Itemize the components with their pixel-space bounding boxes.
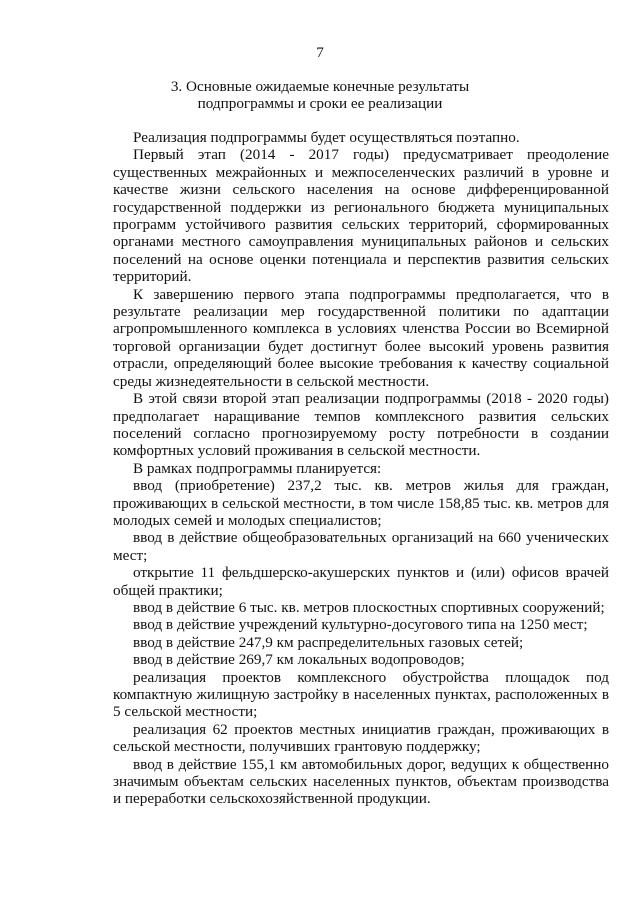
- list-item-water-supply: ввод в действие 269,7 км локальных водопроводов;: [133, 651, 465, 669]
- body-text: [113, 129, 609, 808]
- paragraph-planned-intro: В рамках подпрограммы планируется:: [133, 459, 382, 477]
- list-item-schools: ввод в действие общеобразовательных организаций на 660 ученических мест;: [113, 529, 609, 564]
- section-heading-line-2: подпрограммы и сроки ее реализации: [197, 95, 443, 113]
- list-item-roads: ввод в действие 155,1 км автомобильных дорог, ведущих к общественно значимым объектам сельских населенных пунктов, объектам производства и переработки сельскохозяйственной продукции.: [113, 755, 609, 808]
- section-heading: [0, 78, 640, 113]
- list-item-housing-sites: реализация проектов комплексного обустройства площадок под компактную жилищную застройку в населенных пунктах, расположенных в 5 сельской местности;: [113, 668, 609, 721]
- list-item-local-initiatives: реализация 62 проектов местных инициатив граждан, проживающих в сельской местности, получивших грантовую поддержку;: [113, 720, 609, 756]
- list-item-sports-facilities: ввод в действие 6 тыс. кв. метров плоскостных спортивных сооружений;: [133, 598, 605, 616]
- paragraph-first-stage-completion: К завершению первого этапа подпрограммы предполагается, что в результате реализации мер государственной политики по адаптации агропромышленного комплекса в условиях членства России во Всемирной торговой организации будет достигнут более высокий уровень развития отрасли, определяющий более высокие требования к качеству социальной среды жизнедеятельности в сельской местности.: [113, 285, 609, 390]
- paragraph-first-stage: Первый этап (2014 - 2017 годы) предусматривает преодоление существенных межрайонных и межпоселенческих различий в уровне и качестве жизни сельского населения на основе дифференцированной государственной поддержки из регионального бюджета муниципальных программ устойчивого развития сельских территорий, сформированных органами местного самоуправления муниципальных районов и сельских поселений на основе оценки потенциала и перспектив развития сельских территорий.: [113, 146, 609, 286]
- list-item-housing: ввод (приобретение) 237,2 тыс. кв. метров жилья для граждан, проживающих в сельской местности, в том числе 158,85 тыс. кв. метров для молодых семей и молодых специалистов;: [113, 477, 609, 529]
- page-number: 7: [316, 44, 324, 61]
- section-heading-line-1: 3. Основные ожидаемые конечные результаты: [170, 78, 470, 95]
- list-item-culture-centers: ввод в действие учреждений культурно-досугового типа на 1250 мест;: [133, 616, 588, 634]
- list-item-gas-networks: ввод в действие 247,9 км распределительных газовых сетей;: [133, 633, 524, 651]
- list-item-medical-points: открытие 11 фельдшерско-акушерских пунктов и (или) офисов врачей общей практики;: [113, 564, 609, 599]
- paragraph-second-stage: В этой связи второй этап реализации подпрограммы (2018 - 2020 годы) предполагает наращивание темпов комплексного развития сельских поселений согласно прогнозируемому росту потребности в создании комфортных условий проживания в сельской местности.: [113, 390, 609, 460]
- paragraph-intro: Реализация подпрограммы будет осуществляться поэтапно.: [133, 129, 520, 146]
